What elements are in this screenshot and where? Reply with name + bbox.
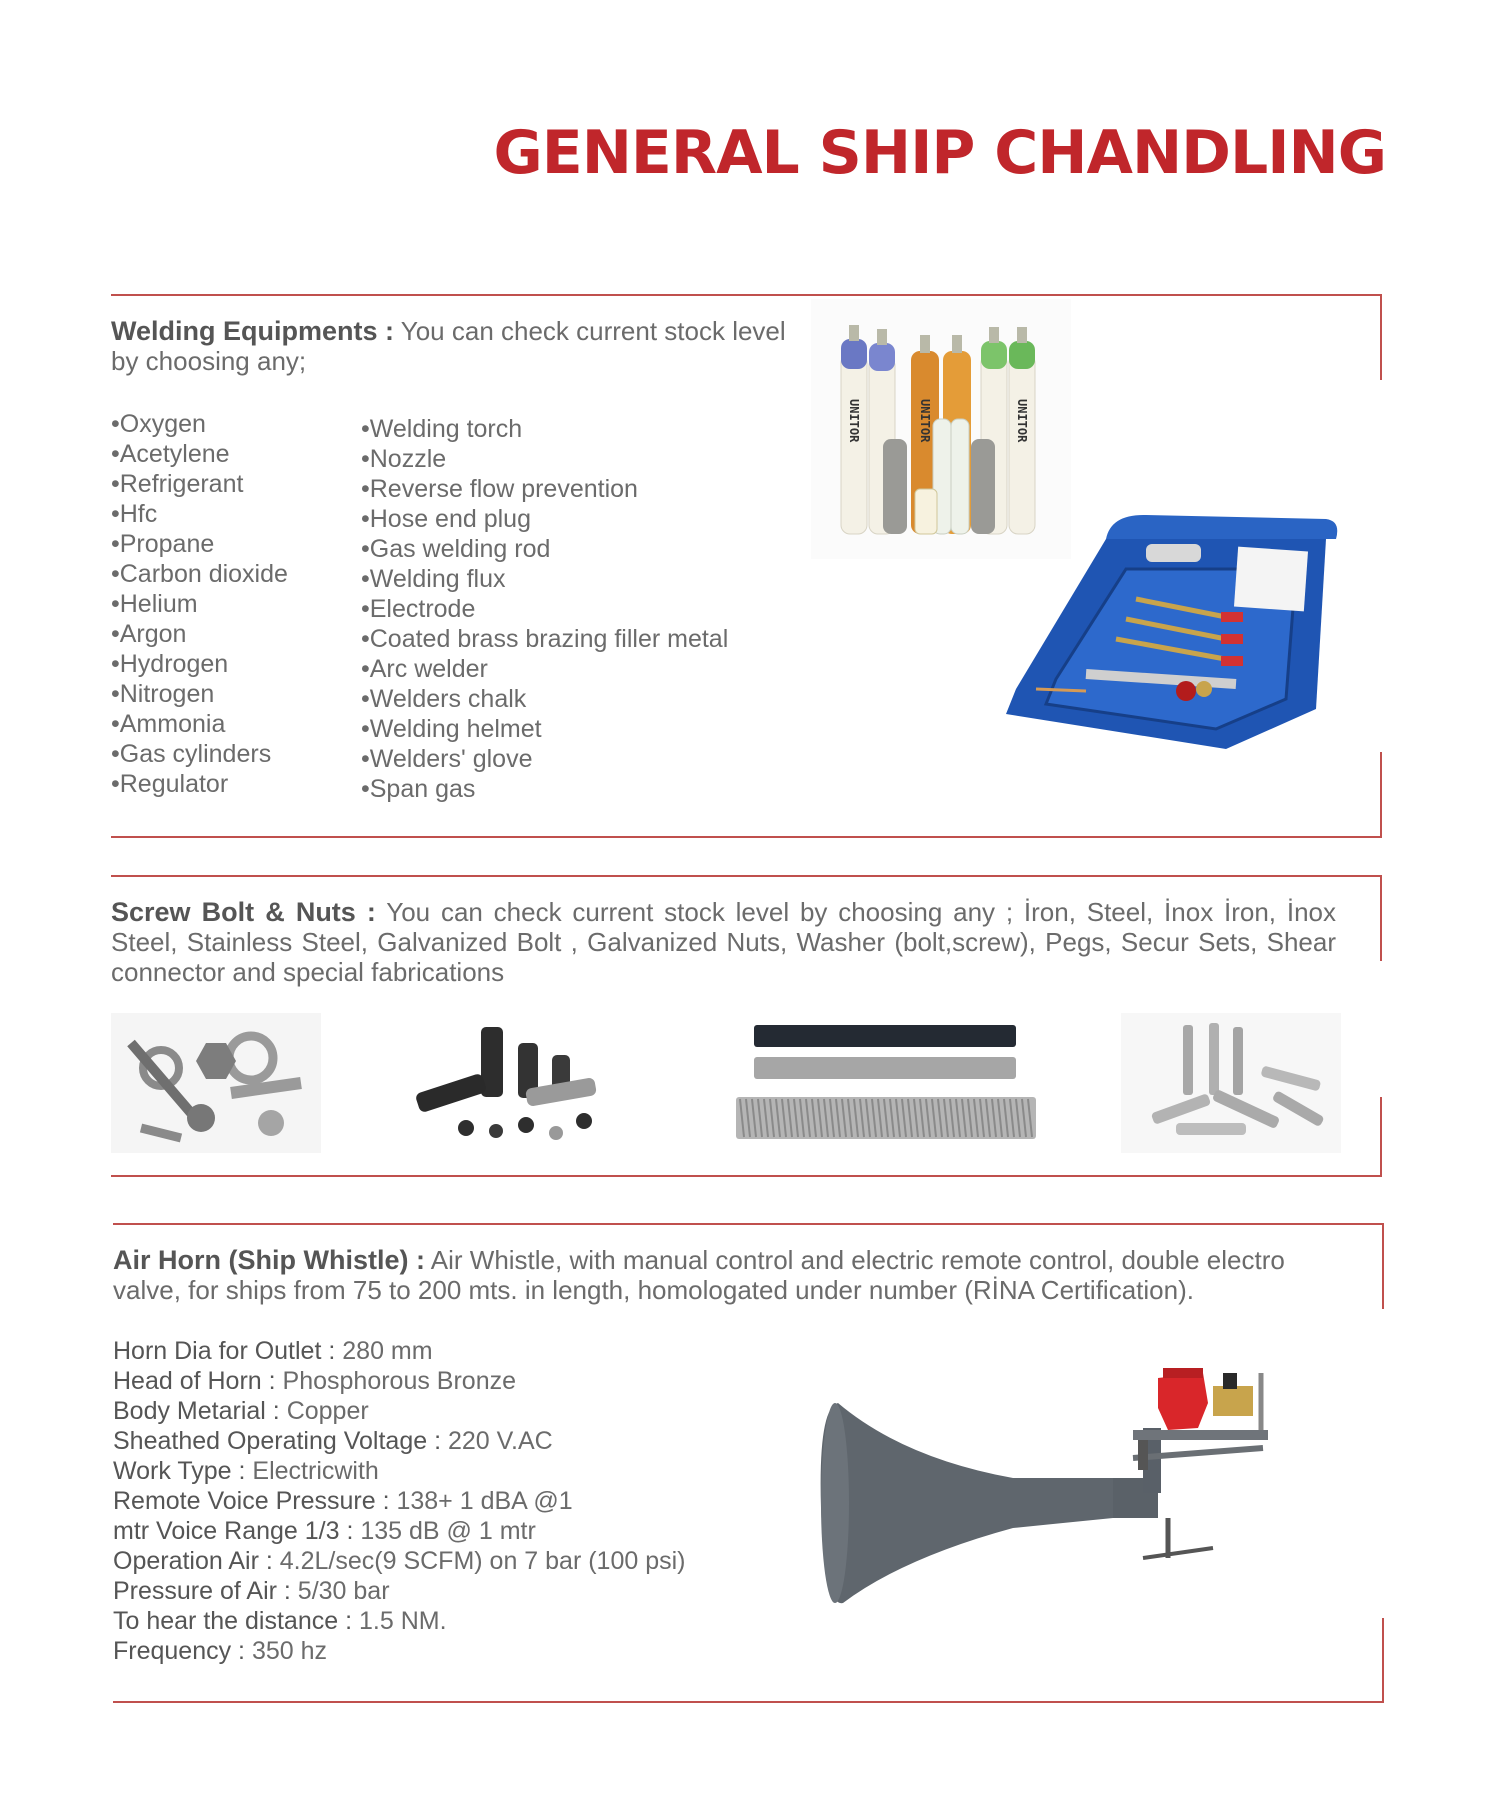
welding-kit-case-image xyxy=(996,509,1346,759)
welding-section xyxy=(111,294,1382,839)
spec-label: Work Type : xyxy=(113,1457,246,1485)
threaded-nuts-image xyxy=(406,1013,616,1153)
page-title: GENERAL SHIP CHANDLING xyxy=(493,118,1386,188)
section-top-rule xyxy=(113,1223,1384,1225)
air-horn-image xyxy=(813,1368,1268,1633)
section-bottom-rule xyxy=(113,1701,1384,1703)
screws-section xyxy=(111,875,1382,1175)
spec-row xyxy=(113,1516,685,1546)
section-top-rule xyxy=(111,875,1382,877)
section-right-tick-bottom xyxy=(1382,1618,1384,1703)
list-item: •Nitrogen xyxy=(111,680,215,708)
list-item: •Span gas xyxy=(361,775,476,803)
spec-label: Sheathed Operating Voltage : xyxy=(113,1427,442,1455)
list-item: •Refrigerant xyxy=(111,470,244,498)
list-item: •Argon xyxy=(111,620,187,648)
section-right-tick-top xyxy=(1380,875,1382,961)
spec-value: 1.5 NM. xyxy=(352,1607,447,1635)
spec-label: Pressure of Air : xyxy=(113,1577,291,1605)
list-item: •Gas welding rod xyxy=(361,535,551,563)
section-bottom-rule xyxy=(111,1175,1382,1177)
air-horn-intro-text: Air Whistle, with manual control and electric remote control, double electro valve, for ships from 75 to 200 mts. in length, homologated under number (RİNA Certification). xyxy=(113,1245,1285,1305)
spec-row xyxy=(113,1486,685,1516)
list-item: •Oxygen xyxy=(111,410,206,438)
screws-heading: Screw Bolt & Nuts : xyxy=(111,897,376,927)
list-item: •Gas cylinders xyxy=(111,740,272,768)
spec-value: Electricwith xyxy=(245,1457,379,1485)
air-horn-specs xyxy=(113,1336,685,1666)
spec-label: Head of Horn : xyxy=(113,1367,276,1395)
spec-label: Horn Dia for Outlet : xyxy=(113,1337,336,1365)
spec-row xyxy=(113,1336,685,1366)
list-item: •Hydrogen xyxy=(111,650,229,678)
list-item: •Hfc xyxy=(111,500,158,528)
list-item: •Helium xyxy=(111,590,198,618)
welding-list-right xyxy=(361,414,728,804)
list-item: •Arc welder xyxy=(361,655,488,683)
spec-row xyxy=(113,1546,685,1576)
section-right-tick-bottom xyxy=(1380,752,1382,838)
cylinder-brand-text: UNITOR xyxy=(1015,399,1029,443)
welding-heading: Welding Equipments : xyxy=(111,316,394,346)
spec-value: Phosphorous Bronze xyxy=(275,1367,517,1395)
list-item: •Welding torch xyxy=(361,415,523,443)
plastic-pegs-image xyxy=(1121,1013,1341,1153)
section-top-rule xyxy=(111,294,1382,296)
list-item: •Regulator xyxy=(111,770,229,798)
spec-row xyxy=(113,1636,685,1666)
section-right-tick-top xyxy=(1382,1223,1384,1309)
threaded-rod-image xyxy=(736,1013,1046,1153)
list-item: •Electrode xyxy=(361,595,476,623)
cylinder-brand-text: UNITOR xyxy=(918,399,932,443)
spec-value: 220 V.AC xyxy=(441,1427,553,1455)
cylinder-brand-text: UNITOR xyxy=(847,399,861,443)
spec-row xyxy=(113,1396,685,1426)
list-item: •Ammonia xyxy=(111,710,226,738)
list-item: •Carbon dioxide xyxy=(111,560,288,588)
spec-row xyxy=(113,1456,685,1486)
spec-value: 135 dB @ 1 mtr xyxy=(353,1517,536,1545)
fasteners-image xyxy=(111,1013,321,1153)
spec-value: Copper xyxy=(279,1397,369,1425)
list-item: •Coated brass brazing filler metal xyxy=(361,625,729,653)
spec-value: 5/30 bar xyxy=(290,1577,390,1605)
list-item: •Reverse flow prevention xyxy=(361,475,638,503)
welding-intro-text: You can check current stock level by choosing any; xyxy=(111,316,786,376)
spec-value: 138+ 1 dBA @1 xyxy=(389,1487,573,1515)
list-item: •Propane xyxy=(111,530,215,558)
list-item: •Hose end plug xyxy=(361,505,531,533)
welding-intro xyxy=(111,316,791,376)
list-item: •Welding flux xyxy=(361,565,506,593)
spec-value: 280 mm xyxy=(335,1337,433,1365)
air-horn-section xyxy=(113,1223,1384,1703)
list-item: •Acetylene xyxy=(111,440,230,468)
list-item: •Welding helmet xyxy=(361,715,542,743)
screws-intro-text: You can check current stock level by choosing any ; İron, Steel, İnox İron, İnox Steel, Stainless Steel, Galvanized Bolt , Galvanized Nuts, Washer (bolt,screw), Pegs, Secur Sets, Shear connector and special fabrications xyxy=(111,897,1336,987)
spec-label: Frequency : xyxy=(113,1637,246,1665)
spec-value: 4.2L/sec(9 SCFM) on 7 bar (100 psi) xyxy=(272,1547,686,1575)
spec-row xyxy=(113,1606,685,1636)
spec-row xyxy=(113,1426,685,1456)
spec-label: Operation Air : xyxy=(113,1547,273,1575)
spec-row xyxy=(113,1576,685,1606)
air-horn-heading: Air Horn (Ship Whistle) : xyxy=(113,1245,425,1275)
list-item: •Welders' glove xyxy=(361,745,533,773)
spec-label: Body Metarial : xyxy=(113,1397,280,1425)
welding-list-left xyxy=(111,409,288,799)
spec-label: mtr Voice Range 1/3 : xyxy=(113,1517,354,1545)
spec-row xyxy=(113,1366,685,1396)
spec-value: 350 hz xyxy=(245,1637,328,1665)
list-item: •Nozzle xyxy=(361,445,447,473)
list-item: •Welders chalk xyxy=(361,685,527,713)
spec-label: Remote Voice Pressure : xyxy=(113,1487,390,1515)
section-bottom-rule xyxy=(111,836,1382,838)
section-right-tick-top xyxy=(1380,294,1382,380)
section-right-tick-bottom xyxy=(1380,1097,1382,1177)
screws-intro xyxy=(111,897,1336,987)
spec-label: To hear the distance : xyxy=(113,1607,353,1635)
air-horn-intro xyxy=(113,1245,1343,1305)
